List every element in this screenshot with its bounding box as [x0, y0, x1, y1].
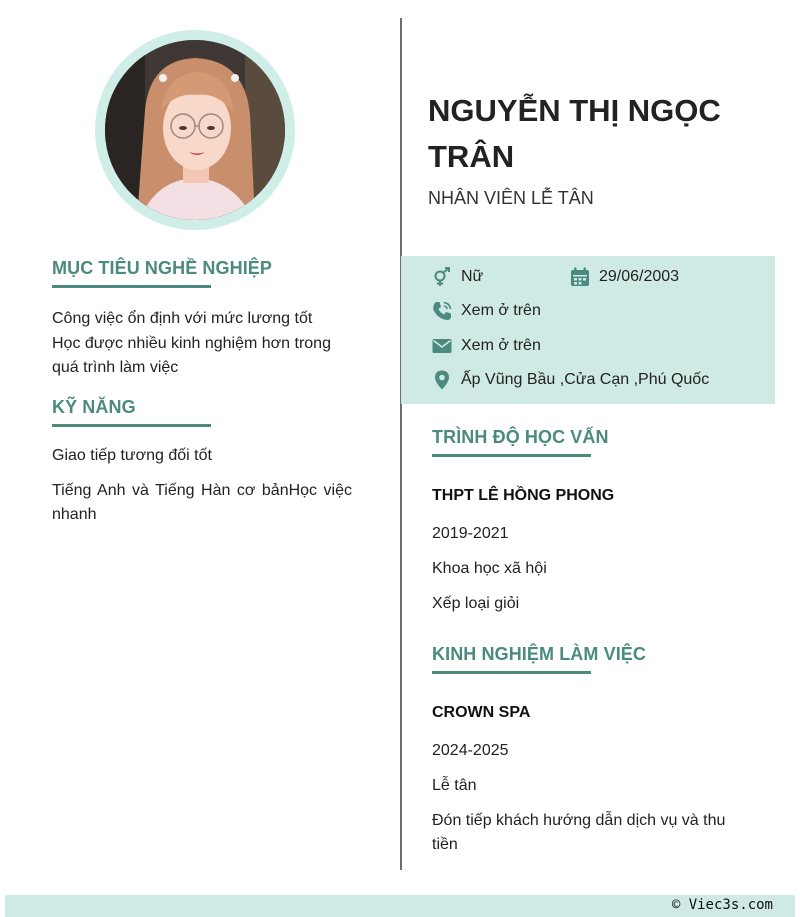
footer-credit: © Viec3s.com	[671, 897, 773, 913]
calendar-icon	[569, 266, 591, 288]
objective-section	[52, 258, 352, 380]
address-row	[431, 369, 709, 391]
footer-bar	[5, 895, 795, 917]
education-school: THPT LÊ HỒNG PHONG	[432, 487, 615, 504]
gender-row	[431, 266, 483, 288]
phone-row	[431, 300, 541, 322]
experience-position: Lễ tân	[432, 777, 477, 794]
skill-item: Tiếng Anh và Tiếng Hàn cơ bảnHọc việc nhanh	[52, 482, 352, 523]
experience-company: CROWN SPA	[432, 704, 531, 721]
phone-value: Xem ở trên	[461, 302, 541, 319]
avatar-photo	[105, 40, 285, 220]
experience-section	[432, 644, 772, 853]
gender-value: Nữ	[461, 268, 484, 285]
avatar	[105, 40, 285, 220]
email-row	[431, 335, 541, 357]
objective-line: Công việc ổn định với mức lương tốt	[52, 310, 313, 327]
candidate-title: NHÂN VIÊN LỄ TÂN	[428, 188, 594, 208]
column-divider	[400, 18, 402, 870]
gender-icon	[431, 266, 453, 288]
location-icon	[431, 369, 453, 391]
skills-heading: KỸ NĂNG	[52, 397, 136, 417]
candidate-name: NGUYỄN THỊ NGỌC TRÂN	[428, 93, 721, 174]
phone-icon	[431, 300, 453, 322]
objective-underline	[52, 285, 211, 288]
education-major: Khoa học xã hội	[432, 560, 547, 577]
birthday-row	[569, 266, 679, 288]
experience-period: 2024-2025	[432, 742, 509, 759]
address-value: Ấp Vũng Bầu ,Cửa Cạn ,Phú Quốc	[461, 371, 710, 388]
experience-underline	[432, 671, 591, 674]
education-heading: TRÌNH ĐỘ HỌC VẤN	[432, 427, 609, 447]
contact-panel	[401, 256, 775, 404]
skills-section	[52, 397, 352, 527]
email-icon	[431, 335, 453, 357]
birthday-value: 29/06/2003	[599, 268, 680, 285]
education-underline	[432, 454, 591, 457]
education-grade: Xếp loại giỏi	[432, 595, 520, 612]
experience-heading: KINH NGHIỆM LÀM VIỆC	[432, 644, 647, 664]
skills-underline	[52, 424, 211, 427]
objective-heading: MỤC TIÊU NGHỀ NGHIỆP	[52, 258, 273, 278]
education-period: 2019-2021	[432, 525, 509, 542]
education-section	[432, 427, 772, 612]
experience-description: Đón tiếp khách hướng dẫn dịch vụ và thu tiền	[432, 812, 726, 853]
email-value: Xem ở trên	[461, 337, 541, 354]
skill-item: Giao tiếp tương đối tốt	[52, 447, 212, 464]
avatar-ring	[95, 30, 295, 230]
objective-line: Học được nhiều kinh nghiệm hơn trong quá trình làm việc	[52, 335, 331, 376]
